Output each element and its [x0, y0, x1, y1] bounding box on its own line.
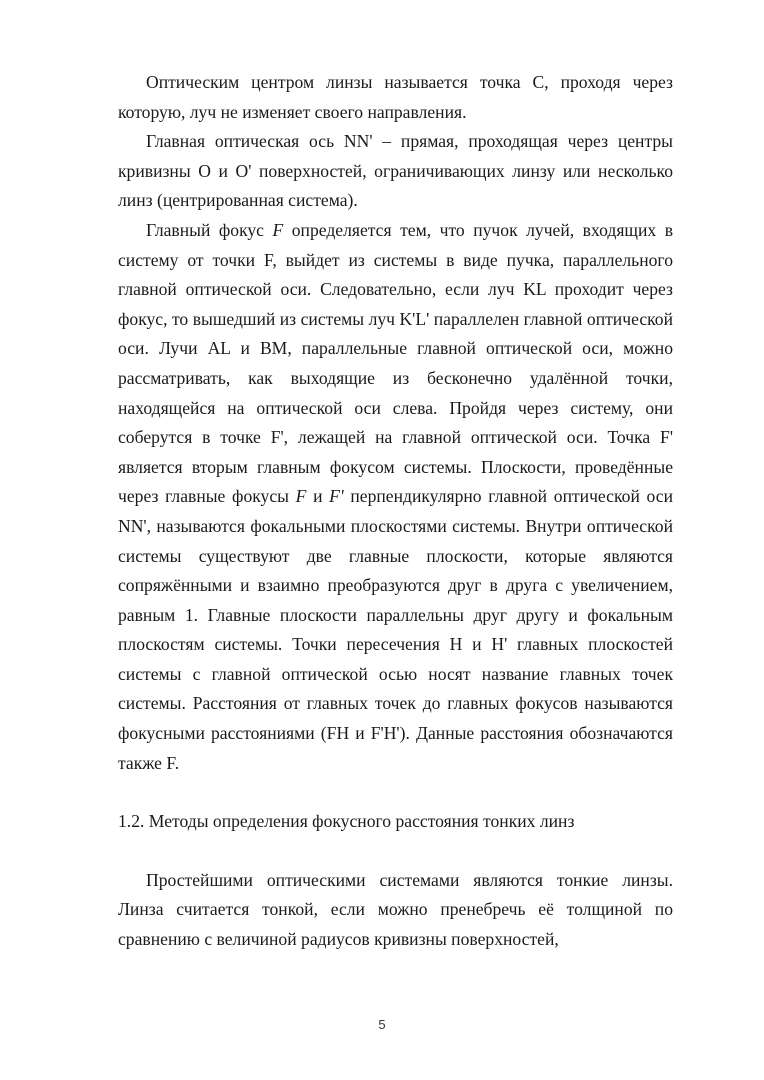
section-heading: 1.2. Методы определения фокусного расстояния тонких линз [118, 811, 575, 832]
focus-text-d: перпендикулярно главной оптической оси NN', называются фокальными плоскостями системы. Внутри оптической системы существуют две главные плоскости, которые являются сопряжёнными и взаимно преобразуются друг в друга с увеличением, равным 1. Главные плоскости параллельны друг другу и фокальным плоскостям системы. Точки пересечения Н и Н' главных плоскостей системы с главной оптической осью носят название главных точек системы. Расстояния от главных точек до главных фокусов называются фокусными расстояниями (FH и F'H'). Данные расстояния обозначаются также F. [118, 486, 673, 773]
focus-symbol-f2: F [295, 486, 307, 507]
paragraph-thin-lenses: Простейшими оптическими системами являются тонкие линзы. Линза считается тонкой, если можно пренебречь её толщиной по сравнению с величиной радиусов кривизны поверхностей, [118, 869, 673, 950]
focus-text-a: Главный фокус [146, 219, 273, 240]
paragraph-main-axis: Главная оптическая ось NN' – прямая, проходящая через центры кривизны О и О' поверхностей, ограничивающих линзу или несколько линз (центрированная система). [118, 131, 673, 211]
paragraph-optical-center: Оптическим центром линзы называется точка С, проходя через которую, луч не изменяет своего направления. [118, 72, 673, 122]
focus-text-c: и [306, 486, 330, 507]
focus-text-b: определяется тем, что пучок лучей, входящих в систему от точки F, выйдет из системы в виде пучка, параллельного главной оптической оси. Следовательно, если луч KL проходит через фокус, то вышедший из системы луч K'L' параллелен главной оптической оси. Лучи AL и BM, параллельные главной оптической оси, можно рассматривать, как выходящие из бесконечно удалённой точки, находящейся на оптической оси слева. Пройдя через систему, они соберутся в точке F', лежащей на главной оптической оси. Точка F' является вторым главным фокусом системы. Плоскости, проведённые через главные фокусы [118, 219, 673, 507]
page-number: 5 [378, 1017, 386, 1032]
document-body [118, 68, 673, 955]
focus-symbol-f: F [272, 219, 284, 240]
paragraph-main-focus [118, 216, 673, 778]
focus-symbol-f-prime: F' [329, 486, 344, 507]
